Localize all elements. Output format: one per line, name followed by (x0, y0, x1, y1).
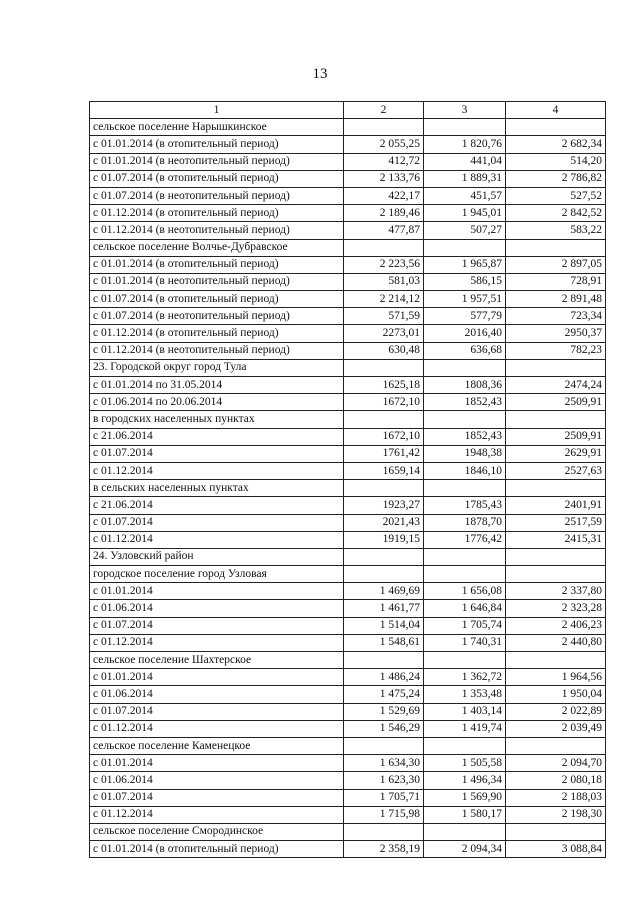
value-cell-col4: 2 198,30 (506, 806, 606, 823)
value-cell-col4: 2 080,18 (506, 772, 606, 789)
value-cell-col2: 1 546,29 (344, 720, 424, 737)
value-cell-col4: 583,22 (506, 222, 606, 239)
value-cell-col4: 2415,31 (506, 531, 606, 548)
value-cell-col3 (424, 239, 506, 256)
value-cell-col4 (506, 411, 606, 428)
row-label: с 01.07.2014 (в неотопительный период) (90, 308, 344, 325)
value-cell-col3: 1948,38 (424, 445, 506, 462)
value-cell-col3: 451,57 (424, 187, 506, 204)
value-cell-col3 (424, 359, 506, 376)
value-cell-col2: 1 514,04 (344, 617, 424, 634)
value-cell-col4: 2 039,49 (506, 720, 606, 737)
value-cell-col3 (424, 823, 506, 840)
row-label: сельское поселение Смородинское (90, 823, 344, 840)
value-cell-col4: 728,91 (506, 273, 606, 290)
value-cell-col3: 1 656,08 (424, 583, 506, 600)
value-cell-col3: 1 403,14 (424, 703, 506, 720)
row-label: городское поселение город Узловая (90, 566, 344, 583)
table-row (90, 617, 606, 634)
value-cell-col3: 1785,43 (424, 497, 506, 514)
row-label: сельское поселение Каменецкое (90, 737, 344, 754)
row-label: с 01.12.2014 (в отопительный период) (90, 325, 344, 342)
value-cell-col2: 1919,15 (344, 531, 424, 548)
row-label: с 01.01.2014 (90, 755, 344, 772)
table-row (90, 480, 606, 497)
value-cell-col2: 1 548,61 (344, 634, 424, 651)
row-label: сельское поселение Нарышкинское (90, 119, 344, 136)
table-row (90, 359, 606, 376)
value-cell-col2: 2 223,56 (344, 256, 424, 273)
table-body (90, 119, 606, 858)
row-label: с 01.07.2014 (в отопительный период) (90, 170, 344, 187)
value-cell-col2 (344, 411, 424, 428)
value-cell-col4: 2 897,05 (506, 256, 606, 273)
value-cell-col4: 2527,63 (506, 462, 606, 479)
table-row (90, 634, 606, 651)
table-row (90, 669, 606, 686)
row-label: с 01.12.2014 (в неотопительный период) (90, 222, 344, 239)
row-label: с 01.07.2014 (90, 445, 344, 462)
value-cell-col3: 1 646,84 (424, 600, 506, 617)
table-row (90, 652, 606, 669)
value-cell-col3: 1 945,01 (424, 205, 506, 222)
row-label: с 01.01.2014 (в неотопительный период) (90, 153, 344, 170)
table-row (90, 136, 606, 153)
page-number: 13 (312, 66, 328, 82)
value-cell-col2: 1923,27 (344, 497, 424, 514)
table-row (90, 239, 606, 256)
table-row (90, 531, 606, 548)
value-cell-col3: 2016,40 (424, 325, 506, 342)
value-cell-col3: 1878,70 (424, 514, 506, 531)
value-cell-col4: 3 088,84 (506, 841, 606, 858)
table-row (90, 308, 606, 325)
table-row (90, 377, 606, 394)
table-row (90, 153, 606, 170)
table-row (90, 806, 606, 823)
value-cell-col3: 1 362,72 (424, 669, 506, 686)
value-cell-col2: 2 358,19 (344, 841, 424, 858)
value-cell-col2: 581,03 (344, 273, 424, 290)
value-cell-col2 (344, 652, 424, 669)
row-label: с 01.01.2014 (в отопительный период) (90, 841, 344, 858)
table-row (90, 823, 606, 840)
table-row (90, 737, 606, 754)
row-label: с 01.01.2014 (90, 669, 344, 686)
table-row (90, 325, 606, 342)
value-cell-col3: 1852,43 (424, 394, 506, 411)
value-cell-col3 (424, 411, 506, 428)
value-cell-col4: 2509,91 (506, 394, 606, 411)
value-cell-col2: 1 634,30 (344, 755, 424, 772)
value-cell-col3: 1 353,48 (424, 686, 506, 703)
value-cell-col4 (506, 239, 606, 256)
table-row (90, 600, 606, 617)
value-cell-col4: 2401,91 (506, 497, 606, 514)
value-cell-col4: 782,23 (506, 342, 606, 359)
value-cell-col4 (506, 566, 606, 583)
value-cell-col2: 422,17 (344, 187, 424, 204)
value-cell-col3 (424, 566, 506, 583)
value-cell-col3: 1 505,58 (424, 755, 506, 772)
row-label: с 01.12.2014 (90, 806, 344, 823)
value-cell-col3 (424, 548, 506, 565)
row-label: с 21.06.2014 (90, 428, 344, 445)
value-cell-col4: 1 950,04 (506, 686, 606, 703)
table-row (90, 187, 606, 204)
table-row (90, 497, 606, 514)
value-cell-col4: 2 022,89 (506, 703, 606, 720)
value-cell-col2: 412,72 (344, 153, 424, 170)
value-cell-col2: 2 055,25 (344, 136, 424, 153)
value-cell-col3: 636,68 (424, 342, 506, 359)
value-cell-col3: 1 820,76 (424, 136, 506, 153)
value-cell-col3 (424, 480, 506, 497)
value-cell-col3: 441,04 (424, 153, 506, 170)
value-cell-col3: 1 569,90 (424, 789, 506, 806)
value-cell-col4: 2 337,80 (506, 583, 606, 600)
value-cell-col3: 1 705,74 (424, 617, 506, 634)
row-label: с 01.12.2014 (90, 634, 344, 651)
row-label: с 01.12.2014 (90, 720, 344, 737)
value-cell-col2 (344, 548, 424, 565)
value-cell-col3: 1 957,51 (424, 291, 506, 308)
row-label: с 01.12.2014 (90, 462, 344, 479)
tariff-table (89, 101, 606, 858)
value-cell-col2 (344, 359, 424, 376)
value-cell-col4: 2 786,82 (506, 170, 606, 187)
value-cell-col3: 1808,36 (424, 377, 506, 394)
header-cell-4: 4 (506, 102, 606, 119)
table-row (90, 566, 606, 583)
value-cell-col2: 1 486,24 (344, 669, 424, 686)
row-label: с 01.06.2014 (90, 772, 344, 789)
header-row (90, 102, 606, 119)
header-cell-2: 2 (344, 102, 424, 119)
table-row (90, 772, 606, 789)
row-label: с 01.07.2014 (в неотопительный период) (90, 187, 344, 204)
row-label: с 01.07.2014 (90, 703, 344, 720)
value-cell-col3: 586,15 (424, 273, 506, 290)
row-label: в сельских населенных пунктах (90, 480, 344, 497)
row-label: 23. Городской округ город Тула (90, 359, 344, 376)
value-cell-col3 (424, 119, 506, 136)
value-cell-col2 (344, 566, 424, 583)
value-cell-col3: 1 580,17 (424, 806, 506, 823)
table-row (90, 394, 606, 411)
row-label: с 01.07.2014 (90, 617, 344, 634)
value-cell-col3: 1846,10 (424, 462, 506, 479)
value-cell-col2 (344, 737, 424, 754)
value-cell-col4: 2 891,48 (506, 291, 606, 308)
value-cell-col3: 507,27 (424, 222, 506, 239)
value-cell-col4: 2 323,28 (506, 600, 606, 617)
table-row (90, 583, 606, 600)
table-row (90, 720, 606, 737)
value-cell-col4 (506, 652, 606, 669)
value-cell-col4: 1 964,56 (506, 669, 606, 686)
value-cell-col4: 2 682,34 (506, 136, 606, 153)
value-cell-col3 (424, 652, 506, 669)
table-row (90, 548, 606, 565)
value-cell-col2: 2021,43 (344, 514, 424, 531)
value-cell-col2: 1672,10 (344, 394, 424, 411)
row-label: сельское поселение Волчье-Дубравское (90, 239, 344, 256)
value-cell-col4: 514,20 (506, 153, 606, 170)
value-cell-col4: 2 188,03 (506, 789, 606, 806)
row-label: с 01.07.2014 (в отопительный период) (90, 291, 344, 308)
row-label: с 01.06.2014 (90, 600, 344, 617)
table-row (90, 291, 606, 308)
table-row (90, 428, 606, 445)
table-row (90, 462, 606, 479)
value-cell-col4: 527,52 (506, 187, 606, 204)
table-row (90, 205, 606, 222)
value-cell-col3: 1 740,31 (424, 634, 506, 651)
table-row (90, 789, 606, 806)
row-label: с 01.01.2014 (90, 583, 344, 600)
value-cell-col3: 1 496,34 (424, 772, 506, 789)
value-cell-col2: 1761,42 (344, 445, 424, 462)
value-cell-col2: 1625,18 (344, 377, 424, 394)
table-row (90, 342, 606, 359)
table-row (90, 514, 606, 531)
table-row (90, 411, 606, 428)
table-row (90, 273, 606, 290)
value-cell-col4 (506, 823, 606, 840)
header-cell-1: 1 (90, 102, 344, 119)
row-label: с 01.07.2014 (90, 514, 344, 531)
value-cell-col2: 2 189,46 (344, 205, 424, 222)
value-cell-col4: 723,34 (506, 308, 606, 325)
value-cell-col2: 1659,14 (344, 462, 424, 479)
table-row (90, 755, 606, 772)
value-cell-col2: 1 461,77 (344, 600, 424, 617)
value-cell-col4 (506, 548, 606, 565)
value-cell-col2: 2 133,76 (344, 170, 424, 187)
value-cell-col2: 1672,10 (344, 428, 424, 445)
row-label: в городских населенных пунктах (90, 411, 344, 428)
value-cell-col2: 1 623,30 (344, 772, 424, 789)
value-cell-col2: 477,87 (344, 222, 424, 239)
header-cell-3: 3 (424, 102, 506, 119)
table-row (90, 119, 606, 136)
value-cell-col4: 2 406,23 (506, 617, 606, 634)
value-cell-col2: 1 705,71 (344, 789, 424, 806)
value-cell-col2: 571,59 (344, 308, 424, 325)
value-cell-col2: 1 469,69 (344, 583, 424, 600)
value-cell-col3: 577,79 (424, 308, 506, 325)
value-cell-col2: 1 475,24 (344, 686, 424, 703)
value-cell-col2: 1 529,69 (344, 703, 424, 720)
value-cell-col2 (344, 239, 424, 256)
value-cell-col3: 1776,42 (424, 531, 506, 548)
value-cell-col4: 2 094,70 (506, 755, 606, 772)
table-row (90, 256, 606, 273)
value-cell-col4: 2509,91 (506, 428, 606, 445)
row-label: с 01.01.2014 (в отопительный период) (90, 136, 344, 153)
row-label: с 01.01.2014 по 31.05.2014 (90, 377, 344, 394)
value-cell-col3: 2 094,34 (424, 841, 506, 858)
row-label: с 01.01.2014 (в отопительный период) (90, 256, 344, 273)
value-cell-col2 (344, 480, 424, 497)
value-cell-col4: 2629,91 (506, 445, 606, 462)
value-cell-col4: 2 440,80 (506, 634, 606, 651)
value-cell-col4 (506, 480, 606, 497)
value-cell-col3 (424, 737, 506, 754)
value-cell-col3: 1 965,87 (424, 256, 506, 273)
value-cell-col4: 2950,37 (506, 325, 606, 342)
value-cell-col2: 2 214,12 (344, 291, 424, 308)
row-label: с 01.06.2014 (90, 686, 344, 703)
table-row (90, 686, 606, 703)
row-label: с 01.01.2014 (в неотопительный период) (90, 273, 344, 290)
value-cell-col2 (344, 119, 424, 136)
value-cell-col4: 2517,59 (506, 514, 606, 531)
value-cell-col3: 1852,43 (424, 428, 506, 445)
row-label: 24. Узловский район (90, 548, 344, 565)
row-label: с 01.07.2014 (90, 789, 344, 806)
row-label: сельское поселение Шахтерское (90, 652, 344, 669)
value-cell-col3: 1 419,74 (424, 720, 506, 737)
table-row (90, 703, 606, 720)
value-cell-col2: 630,48 (344, 342, 424, 359)
value-cell-col4 (506, 359, 606, 376)
value-cell-col2: 2273,01 (344, 325, 424, 342)
value-cell-col4: 2474,24 (506, 377, 606, 394)
row-label: с 01.12.2014 (в неотопительный период) (90, 342, 344, 359)
value-cell-col4 (506, 119, 606, 136)
row-label: с 21.06.2014 (90, 497, 344, 514)
value-cell-col4 (506, 737, 606, 754)
row-label: с 01.12.2014 (в отопительный период) (90, 205, 344, 222)
table-row (90, 170, 606, 187)
value-cell-col2: 1 715,98 (344, 806, 424, 823)
row-label: с 01.12.2014 (90, 531, 344, 548)
value-cell-col2 (344, 823, 424, 840)
row-label: с 01.06.2014 по 20.06.2014 (90, 394, 344, 411)
table-row (90, 445, 606, 462)
table-row (90, 222, 606, 239)
value-cell-col3: 1 889,31 (424, 170, 506, 187)
value-cell-col4: 2 842,52 (506, 205, 606, 222)
table-row (90, 841, 606, 858)
